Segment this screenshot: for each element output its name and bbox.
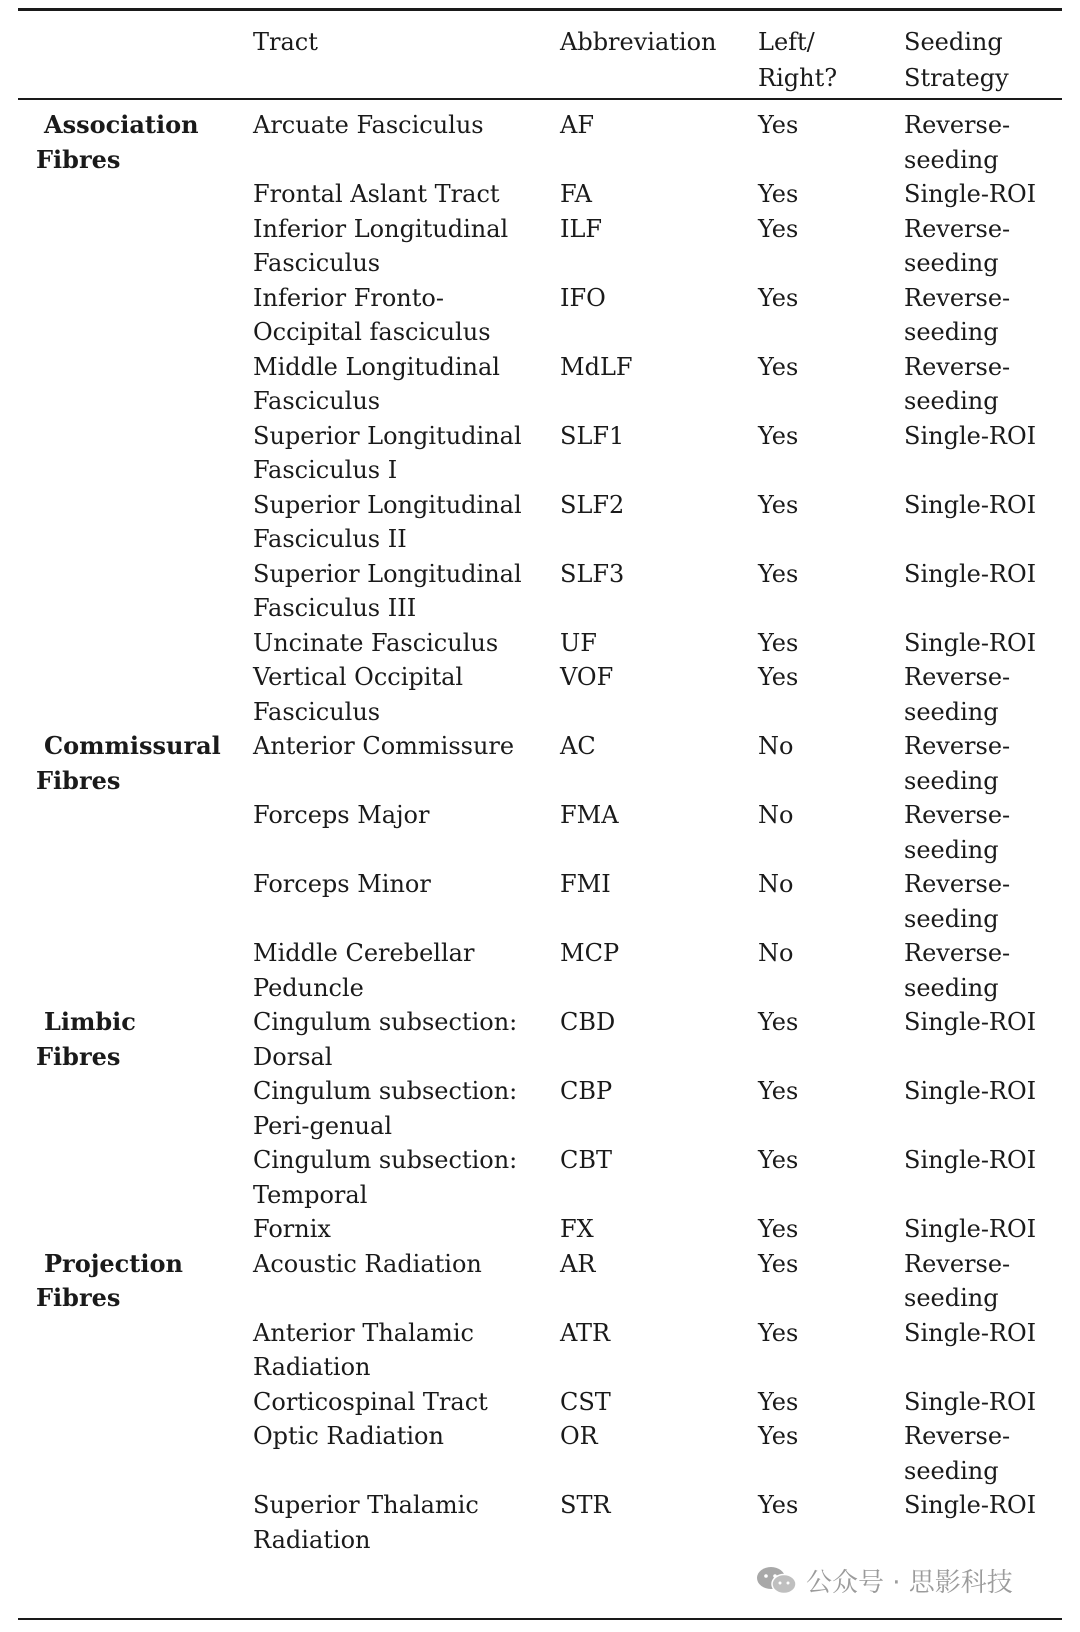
tract-name: Uncinate Fasciculus [253,628,499,657]
seeding-strategy-text: seeding [904,973,999,1002]
left-right-cell: Yes [758,180,799,208]
abbreviation-cell: ILF [560,214,603,243]
seeding-strategy-cell [904,1074,1036,1109]
seeding-strategy-text: Single-ROI [904,1008,1037,1036]
left-right-cell: Yes [758,1249,799,1278]
abbreviation-cell: CST [560,1387,611,1416]
left-right-cell: No [758,732,794,760]
seeding-strategy-text: Single-ROI [904,490,1037,519]
header-seeding-line2: Strategy [904,64,1009,92]
abbreviation-cell: CBD [560,1008,616,1036]
tract-cell [253,1074,517,1143]
seeding-strategy-cell [904,1247,1010,1316]
tract-cell [253,1316,474,1385]
tract-name: Anterior Thalamic [253,1318,474,1347]
seeding-strategy-text: Single-ROI [904,559,1037,588]
tract-cell [253,1385,488,1420]
seeding-strategy-cell [904,1488,1036,1523]
seeding-strategy-text: Reverse- [904,939,1011,967]
category-label: Fibres [36,765,121,795]
seeding-strategy-text: Reverse- [904,732,1011,760]
watermark [756,1556,1056,1604]
header-tract-label: Tract [253,28,318,56]
tract-cell [253,557,522,626]
seeding-strategy-cell [904,660,1010,729]
seeding-strategy-cell [904,419,1036,454]
table-row [0,1074,1080,1143]
abbreviation-cell: MdLF [560,352,633,381]
tract-name: Peduncle [253,973,364,1002]
table-row [0,1212,1080,1247]
seeding-strategy-cell [904,108,1010,177]
tract-name: Fasciculus III [253,594,417,622]
tract-name: Fasciculus I [253,456,398,484]
left-right-cell: Yes [758,1491,799,1519]
category-label: Fibres [36,1041,121,1071]
table-row [0,660,1080,729]
left-right-cell: Yes [758,1318,799,1347]
tract-name: Peri-genual [253,1111,392,1140]
table-row [0,1385,1080,1420]
left-right-cell: No [758,801,794,829]
seeding-strategy-text: Single-ROI [904,180,1037,208]
tract-name: Superior Longitudinal [253,490,522,519]
seeding-strategy-text: Single-ROI [904,1146,1037,1174]
seeding-strategy-text: Single-ROI [904,1491,1037,1519]
seeding-strategy-text: Reverse- [904,1249,1011,1278]
abbreviation-cell: FX [560,1215,594,1243]
seeding-strategy-text: Single-ROI [904,1215,1037,1243]
left-right-cell: Yes [758,628,799,657]
tract-cell [253,1212,331,1247]
tract-name: Corticospinal Tract [253,1387,488,1416]
abbreviation-cell: AC [560,732,596,760]
tract-name: Superior Longitudinal [253,559,522,588]
seeding-strategy-cell [904,557,1036,592]
abbreviation-cell: CBP [560,1077,613,1105]
seeding-strategy-text: Reverse- [904,663,1011,691]
table-row [0,557,1080,626]
seeding-strategy-text: Single-ROI [904,421,1037,450]
abbreviation-cell: UF [560,628,597,657]
left-right-cell: Yes [758,1215,799,1243]
seeding-strategy-text: seeding [904,904,999,933]
tract-name: Arcuate Fasciculus [253,111,484,139]
category-label: Limbic [44,1007,136,1036]
seeding-strategy-text: Single-ROI [904,628,1037,657]
tract-cell [253,798,429,833]
seeding-strategy-text: Reverse- [904,111,1011,139]
table-row [0,1143,1080,1212]
table-row [0,1488,1080,1557]
tract-cell [253,1247,482,1282]
tract-name: Occipital fasciculus [253,318,491,346]
table-row [0,867,1080,936]
seeding-strategy-cell [904,1212,1036,1247]
seeding-strategy-cell [904,729,1010,798]
tract-name: Anterior Commissure [253,732,515,760]
abbreviation-cell: CBT [560,1146,613,1174]
tract-name: Cingulum subsection: [253,1077,518,1105]
table-row [0,1005,1080,1074]
header-tract [253,24,318,60]
tract-name: Optic Radiation [253,1422,444,1450]
category-cell [36,1247,183,1316]
category-label: Fibres [36,144,121,174]
tract-cell [253,729,514,764]
table-row [0,626,1080,661]
table-row [0,212,1080,281]
tract-name: Fasciculus II [253,525,407,553]
left-right-cell: Yes [758,490,799,519]
seeding-strategy-text: seeding [904,835,999,864]
tract-name: Frontal Aslant Tract [253,180,500,208]
left-right-cell: Yes [758,214,799,243]
tract-name: Fasciculus [253,249,381,277]
seeding-strategy-text: Reverse- [904,352,1011,381]
tract-name: Dorsal [253,1042,333,1071]
left-right-cell: Yes [758,111,799,139]
tract-name: Middle Longitudinal [253,352,500,381]
seeding-strategy-text: Reverse- [904,1422,1011,1450]
table-row [0,1247,1080,1316]
watermark-text: 公众号 · 思影科技 [806,1567,1013,1598]
header-left-right-line2: Right? [758,64,838,92]
abbreviation-cell: IFO [560,283,606,312]
table-row [0,729,1080,798]
header-left-right [758,24,837,96]
tract-name: Superior Longitudinal [253,421,522,450]
seeding-strategy-cell [904,1143,1036,1178]
tract-name: Inferior Longitudinal [253,214,509,243]
table-row [0,798,1080,867]
left-right-cell: Yes [758,421,799,450]
abbreviation-cell: ATR [560,1318,611,1347]
abbreviation-cell: SLF2 [560,490,625,519]
seeding-strategy-text: Reverse- [904,283,1011,312]
category-cell [36,108,199,177]
abbreviation-cell: FMI [560,870,611,898]
abbreviation-cell: VOF [560,663,614,691]
seeding-strategy-cell [904,867,1010,936]
tract-name: Radiation [253,1525,371,1554]
abbreviation-cell: AF [560,111,594,139]
tract-name: Acoustic Radiation [253,1249,482,1278]
table-bottom-rule [18,1618,1062,1620]
abbreviation-cell: OR [560,1422,598,1450]
seeding-strategy-text: seeding [904,387,999,415]
seeding-strategy-text: seeding [904,318,999,346]
table-row [0,281,1080,350]
seeding-strategy-text: Reverse- [904,214,1011,243]
table-body [0,108,1080,1557]
seeding-strategy-text: seeding [904,1456,999,1485]
category-label: Commissural [44,731,221,760]
left-right-cell: Yes [758,1077,799,1105]
tract-name: Forceps Major [253,801,430,829]
tract-name: Cingulum subsection: [253,1008,518,1036]
left-right-cell: Yes [758,352,799,381]
tract-name: Vertical Occipital [253,663,464,691]
tract-cell [253,350,500,419]
table-row [0,488,1080,557]
seeding-strategy-text: seeding [904,766,999,795]
tract-cell [253,1419,444,1454]
abbreviation-cell: FA [560,180,592,208]
header-abbreviation [560,24,717,60]
seeding-strategy-cell [904,212,1010,281]
seeding-strategy-cell [904,1385,1036,1420]
tract-name: Fasciculus [253,697,381,726]
table-row [0,1316,1080,1385]
tract-name: Cingulum subsection: [253,1146,518,1174]
tract-name: Forceps Minor [253,870,431,898]
table-row [0,350,1080,419]
seeding-strategy-text: Reverse- [904,870,1011,898]
seeding-strategy-text: seeding [904,697,999,726]
tract-cell [253,281,491,350]
tract-cell [253,177,500,212]
abbreviation-cell: FMA [560,801,619,829]
seeding-strategy-cell [904,936,1010,1005]
table-row [0,936,1080,1005]
tract-name: Fornix [253,1215,331,1243]
header-abbreviation-label: Abbreviation [560,28,717,56]
tract-name: Middle Cerebellar [253,939,475,967]
abbreviation-cell: SLF3 [560,559,625,588]
seeding-strategy-text: Single-ROI [904,1077,1037,1105]
tract-cell [253,1005,517,1074]
left-right-cell: Yes [758,283,799,312]
table-row [0,108,1080,177]
abbreviation-cell: STR [560,1491,611,1519]
category-label: Fibres [36,1283,121,1312]
seeding-strategy-cell [904,350,1010,419]
tract-cell [253,419,522,488]
tract-name: Temporal [253,1180,368,1209]
left-right-cell: Yes [758,1387,799,1416]
seeding-strategy-cell [904,177,1036,212]
left-right-cell: Yes [758,1008,799,1036]
tract-cell [253,936,474,1005]
tract-cell [253,488,522,557]
tract-name: Superior Thalamic [253,1491,479,1519]
header-seeding-strategy [904,24,1009,96]
category-cell [36,1005,136,1074]
tract-name: Radiation [253,1353,371,1381]
left-right-cell: Yes [758,663,799,691]
seeding-strategy-cell [904,1005,1036,1040]
tract-cell [253,212,508,281]
table-row [0,419,1080,488]
left-right-cell: No [758,870,794,898]
tract-cell [253,108,484,143]
table-top-rule [18,8,1062,11]
abbreviation-cell: SLF1 [560,421,625,450]
table-row [0,177,1080,212]
wechat-icon [756,1565,798,1595]
tract-cell [253,1143,517,1212]
left-right-cell: No [758,939,794,967]
seeding-strategy-cell [904,488,1036,523]
seeding-strategy-cell [904,626,1036,661]
seeding-strategy-text: seeding [904,249,999,277]
seeding-strategy-text: Single-ROI [904,1318,1037,1347]
table-header [0,18,1080,90]
tract-cell [253,626,498,661]
seeding-strategy-cell [904,281,1010,350]
table-header-rule [18,98,1062,100]
header-left-right-line1: Left/ [758,28,815,56]
seeding-strategy-text: seeding [904,145,999,174]
seeding-strategy-cell [904,1419,1010,1488]
left-right-cell: Yes [758,1146,799,1174]
tract-cell [253,660,463,729]
tract-name: Fasciculus [253,387,381,415]
tract-cell [253,1488,479,1557]
tract-cell [253,867,431,902]
abbreviation-cell: MCP [560,939,620,967]
category-cell [36,729,221,798]
seeding-strategy-text: seeding [904,1284,999,1312]
seeding-strategy-text: Reverse- [904,801,1011,829]
seeding-strategy-cell [904,1316,1036,1351]
left-right-cell: Yes [758,1422,799,1450]
seeding-strategy-text: Single-ROI [904,1387,1037,1416]
left-right-cell: Yes [758,559,799,588]
table-row [0,1419,1080,1488]
category-label: Projection [44,1248,183,1278]
tract-name: Inferior Fronto- [253,283,444,312]
header-seeding-line1: Seeding [904,28,1003,56]
category-label: Association [44,110,199,139]
seeding-strategy-cell [904,798,1010,867]
abbreviation-cell: AR [560,1249,596,1278]
